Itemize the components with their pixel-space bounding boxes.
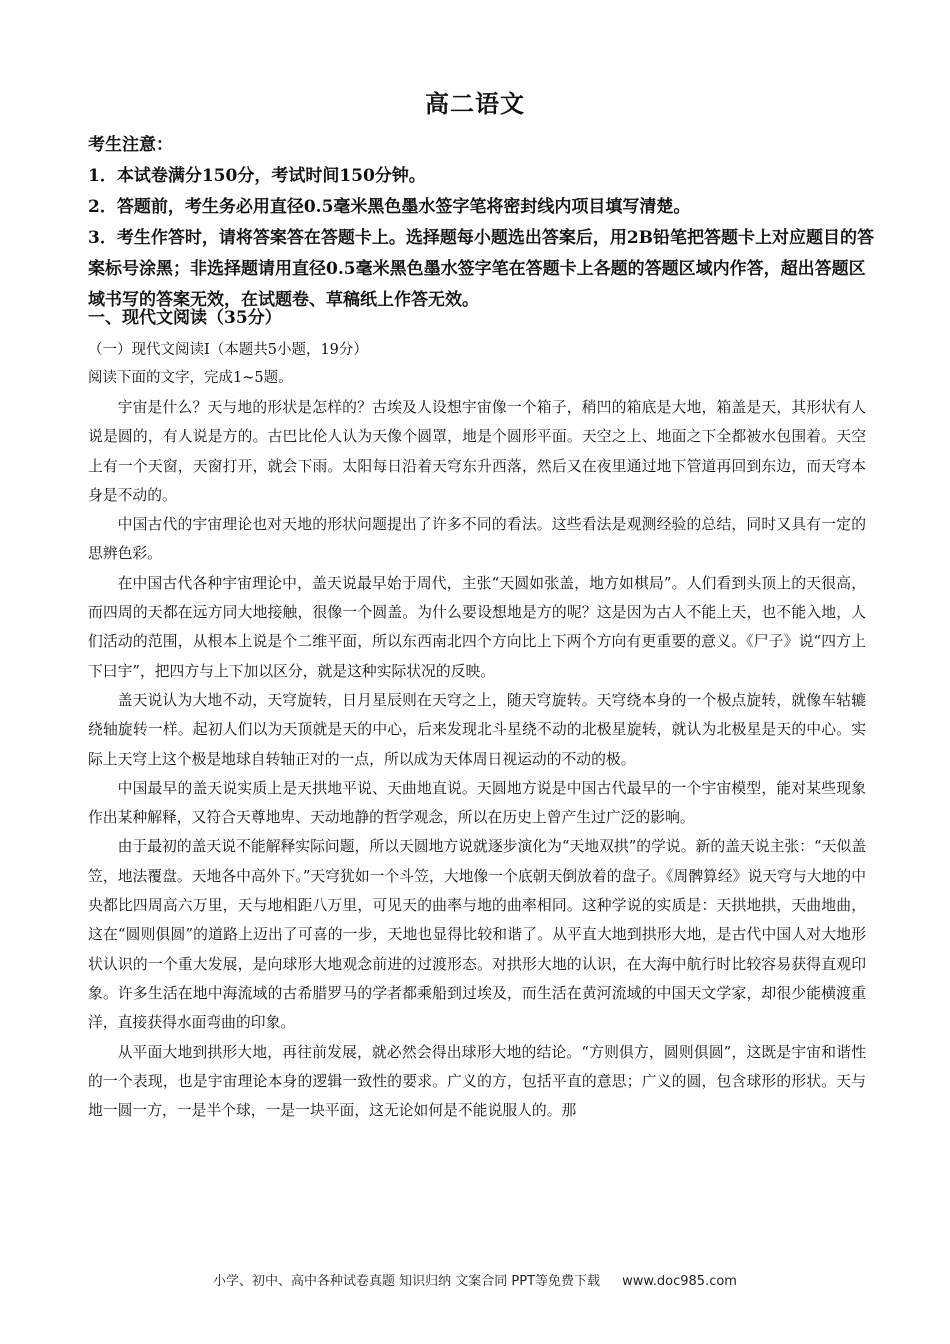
passage-paragraph: 在中国古代各种宇宙理论中，盖天说最早始于周代，主张“天圆如张盖，地方如棋局”。人们看到头顶上的天很高，而四周的天都在远方同大地接触，很像一个圆盖。为什么要设想地是方的呢？这是因为古人不能上天，也不能入地，人们活动的范围，从根本上说是个二维平面，所以东西南北四个方向比上下两个方向有更重要的意义。《尸子》说“四方上下曰宇”，把四方与上下加以区分，就是这种实际状况的反映。: [88, 574, 866, 680]
notice-heading: 考生注意：: [88, 135, 173, 155]
notice-item-2: 2．答题前，考生务必用直径0.5毫米黑色墨水签字笔将密封线内项目填写清楚。: [88, 197, 691, 217]
footer-text: 小学、初中、高中各种试卷真题 知识归纳 文案合同 PPT等免费下载: [213, 1274, 601, 1289]
footer-link[interactable]: www.doc985.com: [622, 1274, 737, 1289]
page-title: 高二语文: [425, 89, 525, 118]
reading-passage: [88, 393, 866, 1125]
section-subheading: （一）现代文阅读I（本题共5小题，19分）: [88, 342, 368, 358]
notice-item-1: 1．本试卷满分150分，考试时间150分钟。: [88, 166, 426, 186]
notice-item-3: 3．考生作答时，请将答案答在答题卡上。选择题每小题选出答案后，用2B铅笔把答题卡上对应题目的答案标号涂黑；非选择题请用直径0.5毫米黑色墨水签字笔在答题卡上各题的答题区域内作答，超出答题区域书写的答案无效，在试题卷、草稿纸上作答无效。: [88, 228, 875, 310]
passage-paragraph: 中国最早的盖天说实质上是天拱地平说、天曲地直说。天圆地方说是中国古代最早的一个宇宙模型，能对某些现象作出某种解释，又符合天尊地卑、天动地静的哲学观念，所以在历史上曾产生过广泛的影响。: [88, 779, 866, 827]
exam-notice: [88, 130, 878, 316]
page-footer: [0, 1270, 950, 1289]
passage-paragraph: 宇宙是什么？天与地的形状是怎样的？古埃及人设想宇宙像一个箱子，稍凹的箱底是大地，箱盖是天，其形状有人说是圆的，有人说是方的。古巴比伦人认为天像个圆罩，地是个圆形平面。天空之上、地面之下全都被水包围着。天空上有一个天窗，天窗打开，就会下雨。太阳每日沿着天穹东升西落，然后又在夜里通过地下管道再回到东边，而天穹本身是不动的。: [88, 399, 866, 504]
reading-instruction: 阅读下面的文字，完成1~5题。: [88, 370, 293, 386]
passage-paragraph: 中国古代的宇宙理论也对天地的形状问题提出了许多不同的看法。这些看法是观测经验的总结，同时又具有一定的思辨色彩。: [88, 516, 866, 563]
section-heading: 一、现代文阅读（35分）: [88, 308, 282, 328]
passage-paragraph: 盖天说认为大地不动，天穹旋转，日月星辰则在天穹之上，随天穹旋转。天穹绕本身的一个极点旋转，就像车轱辘绕轴旋转一样。起初人们以为天顶就是天的中心，后来发现北斗星绕不动的北极星旋转，就认为北极星是天的中心。实际上天穹上这个极是地球自转轴正对的一点，所以成为天体周日视运动的不动的极。: [88, 691, 866, 768]
passage-paragraph: 由于最初的盖天说不能解释实际问题，所以天圆地方说就逐步演化为“天地双拱”的学说。新的盖天说主张：“天似盖笠，地法覆盘。天地各中高外下。”天穹犹如一个斗笠，大地像一个底朝天倒放着的盘子。《周髀算经》说天穹与大地的中央都比四周高六万里，天与地相距八万里，可见天的曲率与地的曲率相同。这种学说的实质是：天拱地拱，天曲地曲，这在“圆则俱圆”的道路上迈出了可喜的一步，天地也显得比较和谐了。从平直大地到拱形大地，是古代中国人对大地形状认识的一个重大发展，是向球形大地观念前进的过渡形态。对拱形大地的认识，在大海中航行时比较容易获得直观印象。许多生活在地中海流域的古希腊罗马的学者都乘船到过埃及，而生活在黄河流域的中国天文学家，却很少能横渡重洋，直接获得水面弯曲的印象。: [88, 838, 866, 1032]
passage-paragraph: 从平面大地到拱形大地，再往前发展，就必然会得出球形大地的结论。“方则俱方，圆则俱圆”，这既是宇宙和谐性的一个表现，也是宇宙理论本身的逻辑一致性的要求。广义的方，包括平直的意思；广义的圆，包含球形的形状。天与地一圆一方，一是半个球，一是一块平面，这无论如何是不能说服人的。那: [88, 1043, 866, 1120]
